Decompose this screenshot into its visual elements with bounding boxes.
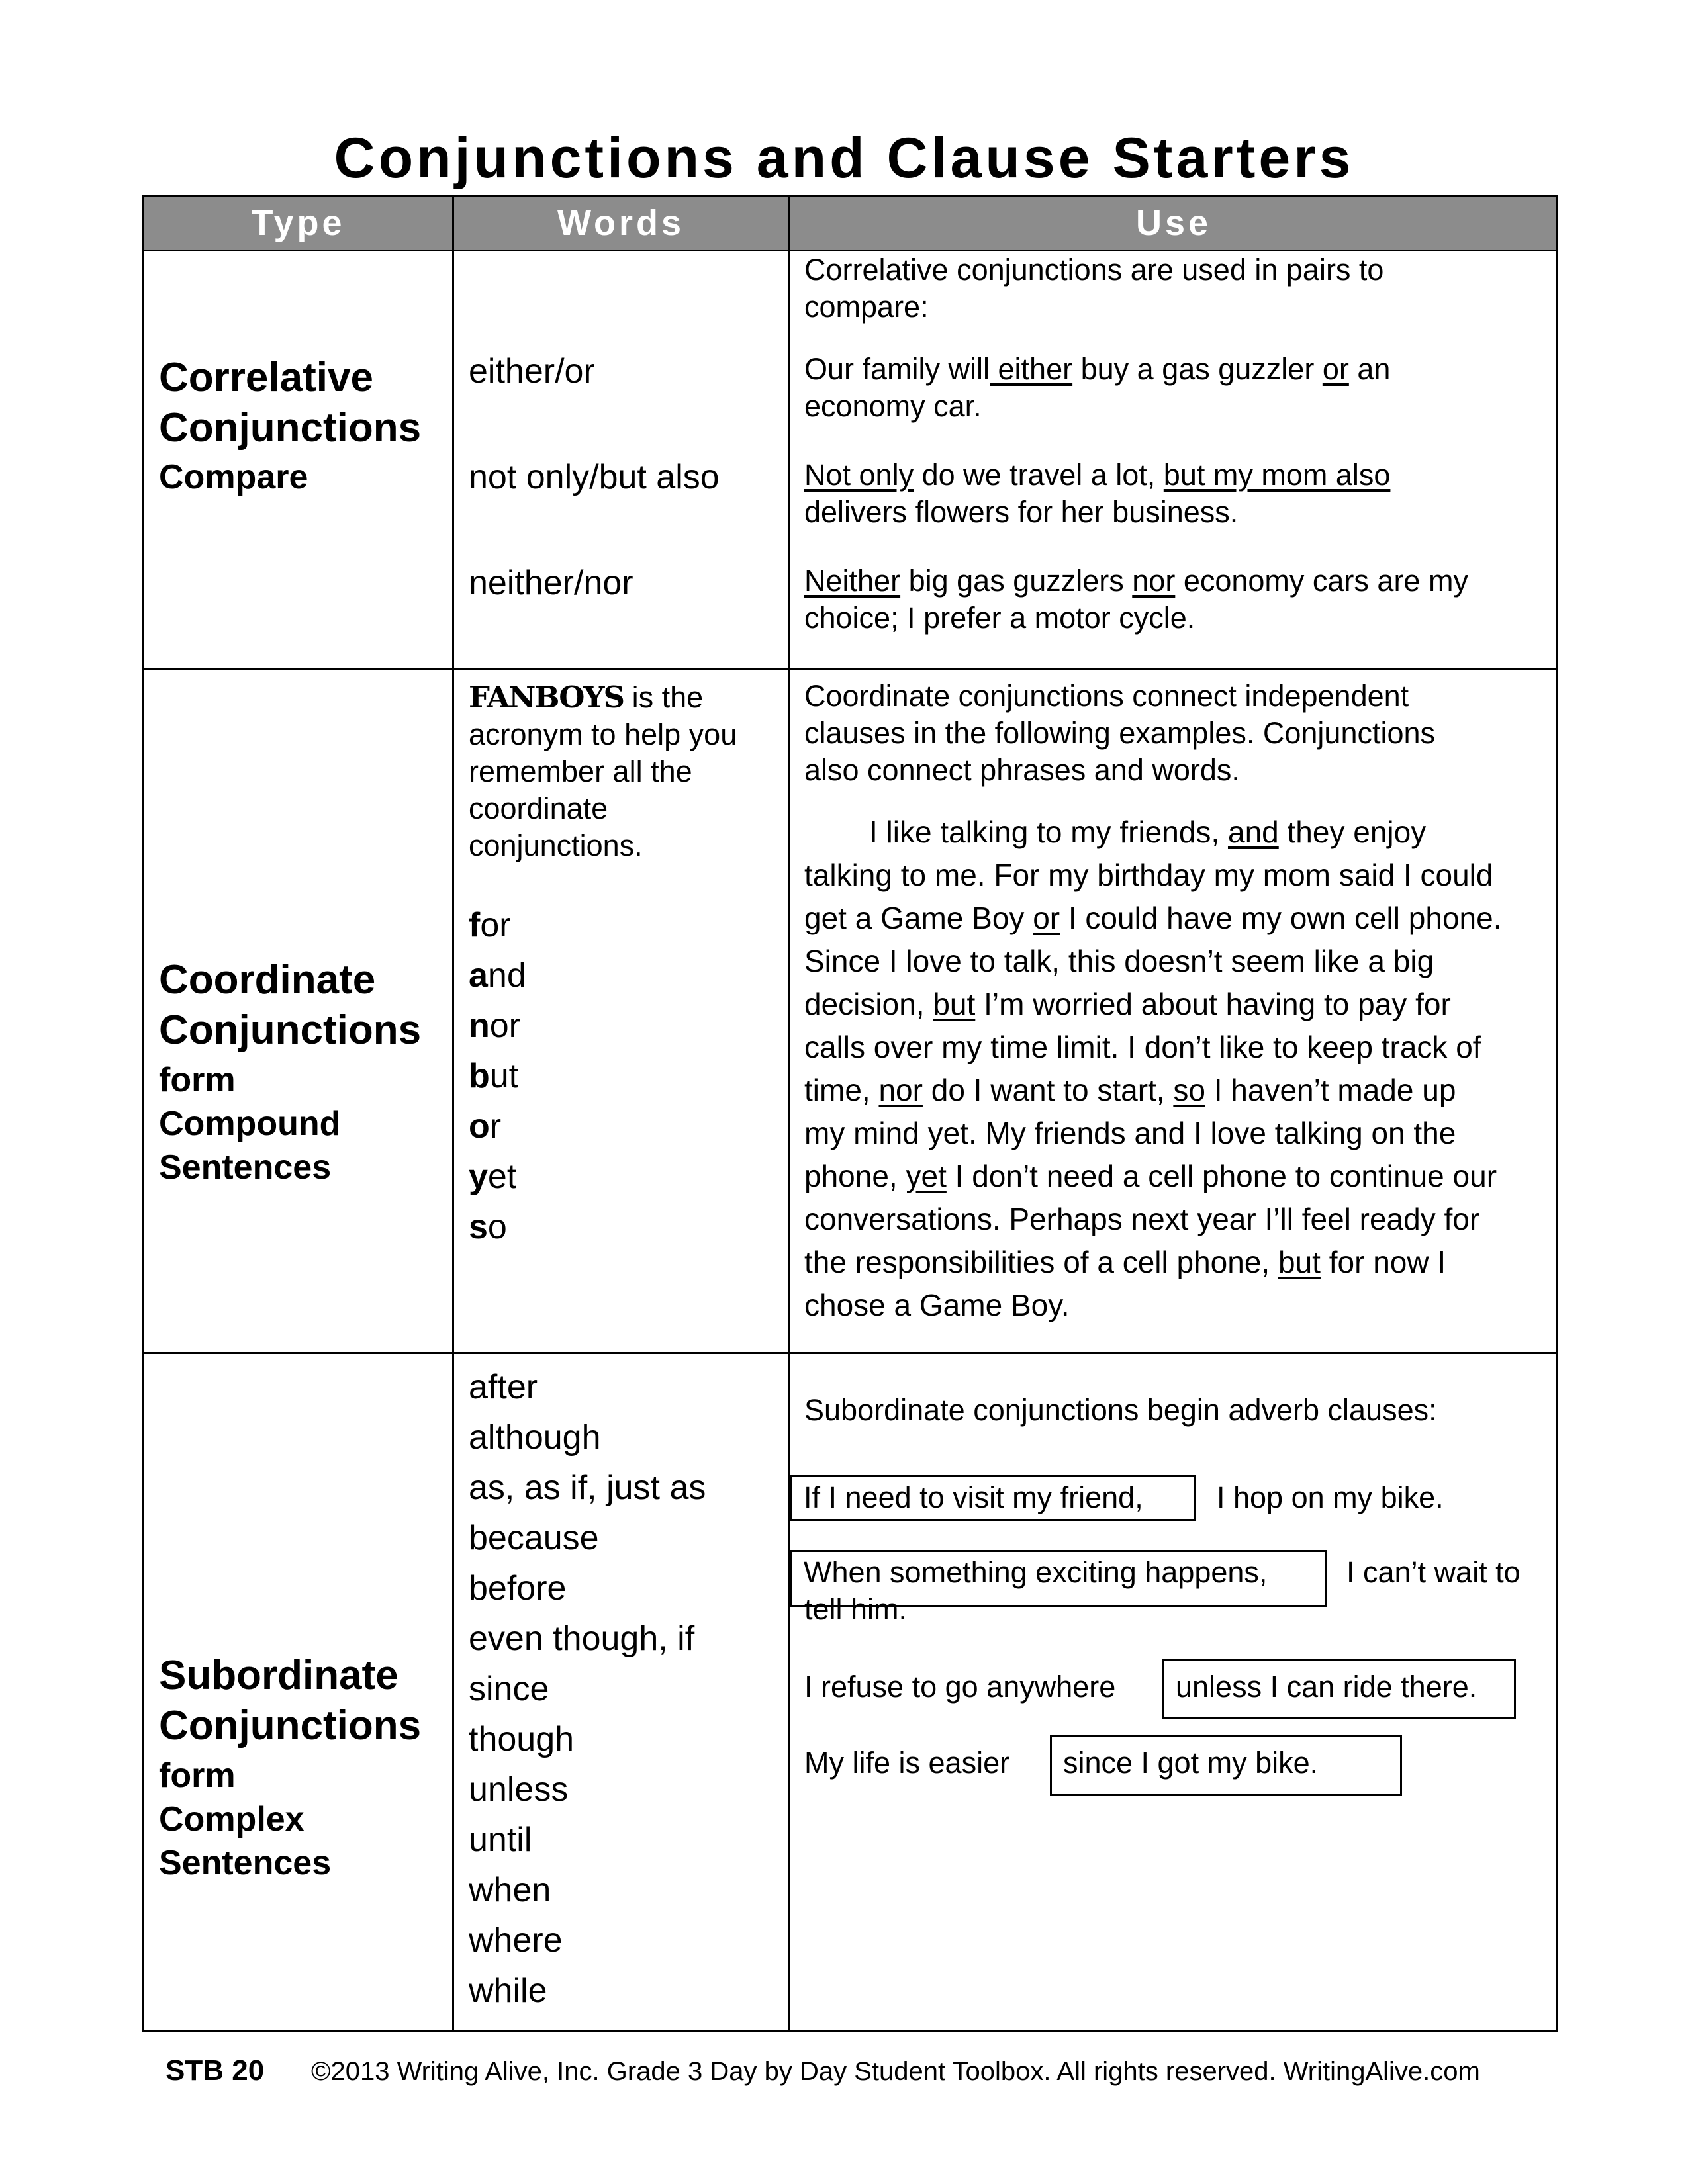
type-coordinate-sub2: Compound xyxy=(159,1105,341,1143)
coordinate-intro-line3: also connect phrases and words. xyxy=(804,753,1240,787)
subordinate-example-4-clause: since I got my bike. xyxy=(1063,1746,1319,1780)
fanboys-word: FANBOYS xyxy=(469,680,624,715)
coordinate-paragraph-line12: chose a Game Boy. xyxy=(804,1288,1070,1322)
word-as-as-if-just-as: as, as if, just as xyxy=(469,1469,706,1507)
word-yet: yet xyxy=(469,1158,517,1196)
word-and: and xyxy=(469,956,526,995)
coordinate-paragraph-line6: calls over my time limit. I don’t like to keep track of xyxy=(804,1030,1481,1064)
correlative-example-3: Neither big gas guzzlers nor economy cars are my xyxy=(804,564,1468,598)
page-title: Conjunctions and Clause Starters xyxy=(334,126,1354,190)
subordinate-example-2-rest: I can’t wait to xyxy=(1346,1555,1521,1589)
correlative-example-2-line2: delivers flowers for her business. xyxy=(804,495,1239,529)
subordinate-example-1-rest: I hop on my bike. xyxy=(1217,1480,1444,1514)
subordinate-example-2-clause: When something exciting happens, xyxy=(804,1555,1268,1589)
word-nor: nor xyxy=(469,1007,521,1045)
word-before: before xyxy=(469,1569,567,1608)
word-for: for xyxy=(469,906,511,944)
word-where: where xyxy=(469,1921,563,1960)
row-divider xyxy=(144,1352,1556,1354)
coordinate-paragraph-line10: conversations. Perhaps next year I’ll feel ready for xyxy=(804,1202,1480,1236)
type-subordinate-sub3: Sentences xyxy=(159,1844,332,1882)
coordinate-paragraph-line1: I like talking to my friends, and they enjoy xyxy=(869,815,1427,849)
word-when: when xyxy=(469,1871,551,1909)
conjunctions-table xyxy=(142,195,1558,2032)
correlative-intro-line1: Correlative conjunctions are used in pairs to xyxy=(804,253,1384,287)
type-coordinate-line1: Coordinate xyxy=(159,957,376,1003)
type-coordinate-sub1: form xyxy=(159,1061,236,1099)
word-not-only-but-also: not only/but also xyxy=(469,458,720,496)
fanboys-line5: conjunctions. xyxy=(469,829,643,862)
coordinate-intro-line1: Coordinate conjunctions connect independent xyxy=(804,679,1409,713)
table-header xyxy=(144,197,1556,251)
column-divider xyxy=(788,197,790,2030)
word-either-or: either/or xyxy=(469,352,595,390)
subordinate-example-3-start: I refuse to go anywhere xyxy=(804,1670,1116,1704)
coordinate-paragraph-line11: the responsibilities of a cell phone, but for now I xyxy=(804,1245,1446,1279)
fanboys-line1: FANBOYS is the xyxy=(469,680,704,715)
correlative-example-2: Not only do we travel a lot, but my mom also xyxy=(804,458,1391,492)
type-subordinate-sub1: form xyxy=(159,1756,236,1795)
subordinate-example-1-clause: If I need to visit my friend, xyxy=(804,1480,1143,1514)
type-correlative-sub: Compare xyxy=(159,458,308,496)
footer-copyright: ©2013 Writing Alive, Inc. Grade 3 Day by Day Student Toolbox. All rights reserved. WritingAlive.com xyxy=(311,2057,1480,2086)
type-subordinate-line1: Subordinate xyxy=(159,1653,399,1698)
type-correlative-line1: Correlative xyxy=(159,355,373,400)
coordinate-paragraph-line3: get a Game Boy or I could have my own cell phone. xyxy=(804,901,1502,935)
correlative-intro-line2: compare: xyxy=(804,290,929,324)
subordinate-example-4-start: My life is easier xyxy=(804,1746,1010,1780)
subordinate-intro: Subordinate conjunctions begin adverb clauses: xyxy=(804,1393,1437,1427)
word-or: or xyxy=(469,1107,502,1146)
coordinate-paragraph-line2: talking to me. For my birthday my mom said I could xyxy=(804,858,1493,892)
type-correlative-line2: Conjunctions xyxy=(159,405,422,451)
correlative-example-1: Our family will either buy a gas guzzler or an xyxy=(804,352,1391,386)
word-although: although xyxy=(469,1418,601,1457)
word-neither-nor: neither/nor xyxy=(469,564,633,602)
word-though: though xyxy=(469,1720,575,1758)
row-divider xyxy=(144,668,1556,670)
header-words: Words xyxy=(557,203,684,243)
fanboys-line4: coordinate xyxy=(469,792,608,825)
footer-page-code: STB 20 xyxy=(165,2054,265,2087)
word-until: until xyxy=(469,1821,532,1859)
subordinate-example-2-line2: tell him. xyxy=(804,1592,908,1626)
word-unless: unless xyxy=(469,1770,569,1809)
header-type: Type xyxy=(251,203,346,243)
type-subordinate-sub2: Complex xyxy=(159,1800,305,1839)
coordinate-paragraph-line7: time, nor do I want to start, so I haven’t made up xyxy=(804,1073,1456,1107)
column-divider xyxy=(452,197,454,2030)
header-use: Use xyxy=(1135,203,1212,243)
fanboys-line2: acronym to help you xyxy=(469,717,737,751)
correlative-example-1-line2: economy car. xyxy=(804,389,982,423)
type-subordinate-line2: Conjunctions xyxy=(159,1703,422,1749)
coordinate-paragraph-line4: Since I love to talk, this doesn’t seem like a big xyxy=(804,944,1434,978)
coordinate-intro-line2: clauses in the following examples. Conjunctions xyxy=(804,716,1436,750)
correlative-example-3-line2: choice; I prefer a motor cycle. xyxy=(804,601,1196,635)
word-while: while xyxy=(469,1972,547,2010)
subordinate-example-3-clause: unless I can ride there. xyxy=(1176,1670,1477,1704)
word-after: after xyxy=(469,1368,538,1406)
coordinate-paragraph-line8: my mind yet. My friends and I love talking on the xyxy=(804,1116,1456,1150)
word-since: since xyxy=(469,1670,549,1708)
coordinate-paragraph-line5: decision, but I’m worried about having to pay for xyxy=(804,987,1451,1021)
word-but: but xyxy=(469,1057,519,1095)
fanboys-line3: remember all the xyxy=(469,754,692,788)
type-coordinate-line2: Conjunctions xyxy=(159,1007,422,1053)
word-so: so xyxy=(469,1208,507,1246)
word-because: because xyxy=(469,1519,599,1557)
type-coordinate-sub3: Sentences xyxy=(159,1148,332,1187)
coordinate-paragraph-line9: phone, yet I don’t need a cell phone to continue our xyxy=(804,1159,1497,1193)
word-even-though-if: even though, if xyxy=(469,1619,695,1658)
